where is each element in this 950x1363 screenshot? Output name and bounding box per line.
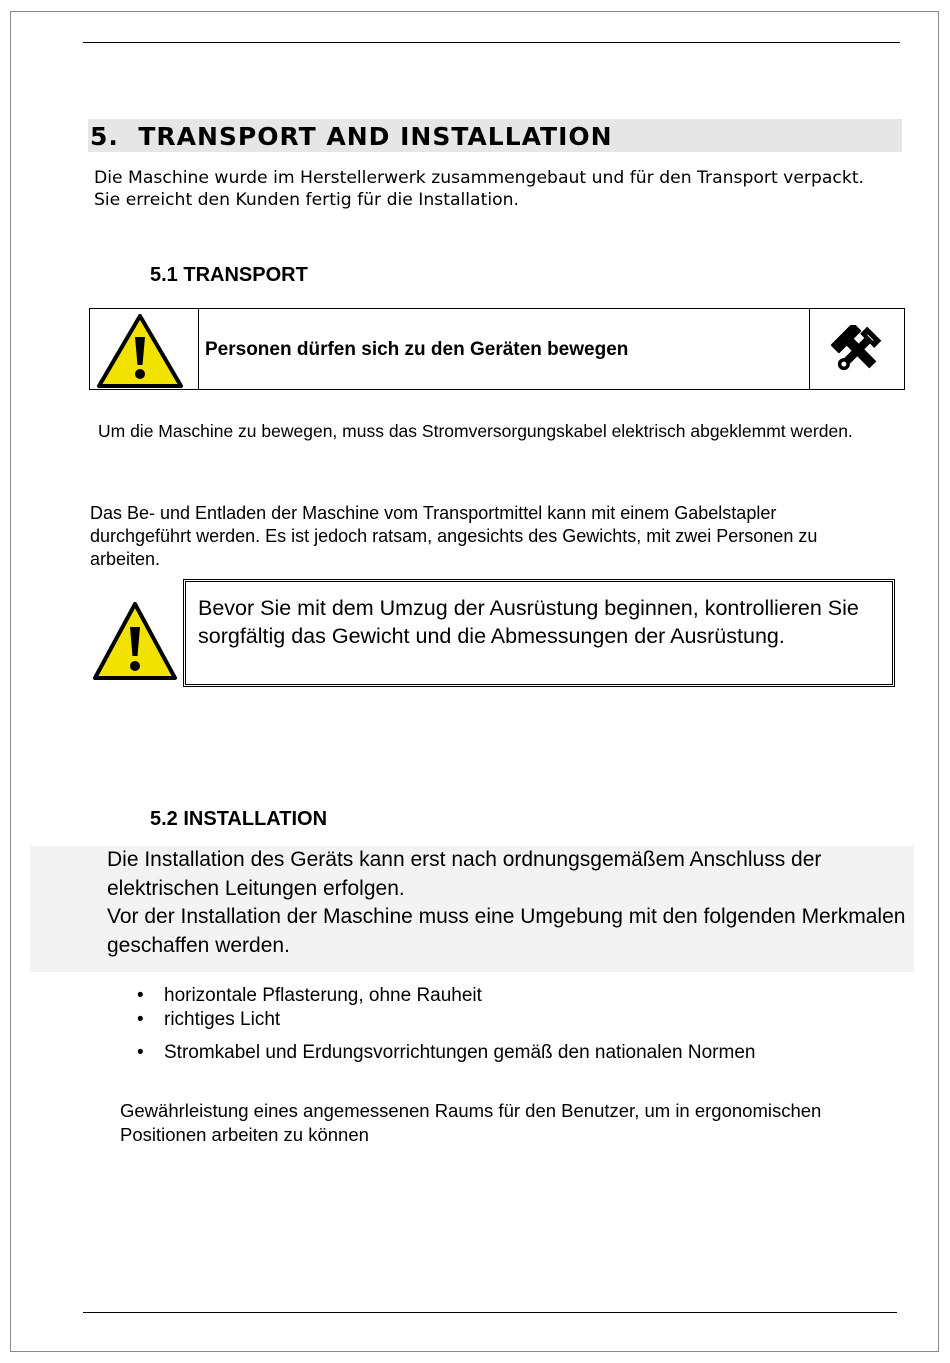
transport-heading: 5.1 TRANSPORT bbox=[150, 264, 308, 286]
notice-box bbox=[183, 579, 895, 687]
list-item bbox=[137, 1042, 755, 1066]
warning-box-divider-left bbox=[198, 309, 199, 389]
list-item-text: richtiges Licht bbox=[164, 1009, 281, 1030]
transport-paragraph-2: Das Be- und Entladen der Maschine vom Transportmittel kann mit einem Gabelstapler durchgeführt werden. Es ist jedoch ratsam, angesichts des Gewichts, mit zwei Personen zu arbeiten. bbox=[90, 503, 818, 569]
transport-warning-label: Personen dürfen sich zu den Geräten bewegen bbox=[205, 339, 629, 360]
section-title: TRANSPORT AND INSTALLATION bbox=[138, 122, 613, 151]
installation-final-paragraph: Gewährleistung eines angemessenen Raums für den Benutzer, um in ergonomischen Positionen arbeiten zu können bbox=[120, 1100, 822, 1145]
requirements-list bbox=[137, 985, 755, 1066]
warning-triangle-icon bbox=[96, 313, 184, 389]
footer-rule bbox=[83, 1312, 897, 1313]
section-intro: Die Maschine wurde im Herstellerwerk zusammengebaut und für den Transport verpackt. Sie erreicht den Kunden fertig für die Installation. bbox=[94, 168, 865, 210]
list-item-text: Stromkabel und Erdungsvorrichtungen gemäß den nationalen Normen bbox=[164, 1042, 756, 1063]
installation-heading: 5.2 INSTALLATION bbox=[150, 808, 328, 830]
section-heading bbox=[90, 120, 613, 153]
bullet-icon: • bbox=[137, 1009, 144, 1030]
list-item bbox=[137, 1009, 755, 1042]
list-item-text: horizontale Pflasterung, ohne Rauheit bbox=[164, 985, 482, 1006]
transport-paragraph-1: Um die Maschine zu bewegen, muss das Stromversorgungskabel elektrisch abgeklemmt werden. bbox=[98, 421, 853, 441]
section-number: 5. bbox=[90, 122, 119, 151]
bullet-icon: • bbox=[137, 985, 144, 1006]
installation-paragraph-2: Vor der Installation der Maschine muss eine Umgebung mit den folgenden Merkmalen geschaffen werden. bbox=[107, 905, 906, 957]
notice-text: Bevor Sie mit dem Umzug der Ausrüstung beginnen, kontrollieren Sie sorgfältig das Gewicht und die Abmessungen der Ausrüstung. bbox=[198, 596, 859, 648]
hammer-wrench-icon bbox=[830, 325, 886, 375]
warning-triangle-icon bbox=[92, 601, 178, 681]
list-item bbox=[137, 985, 755, 1009]
header-rule bbox=[83, 42, 900, 43]
transport-warning-box bbox=[89, 308, 905, 390]
installation-text bbox=[107, 846, 917, 960]
bullet-icon: • bbox=[137, 1042, 144, 1063]
warning-box-divider-right bbox=[809, 309, 810, 389]
installation-paragraph-1: Die Installation des Geräts kann erst nach ordnungsgemäßem Anschluss der elektrischen Leitungen erfolgen. bbox=[107, 848, 822, 900]
